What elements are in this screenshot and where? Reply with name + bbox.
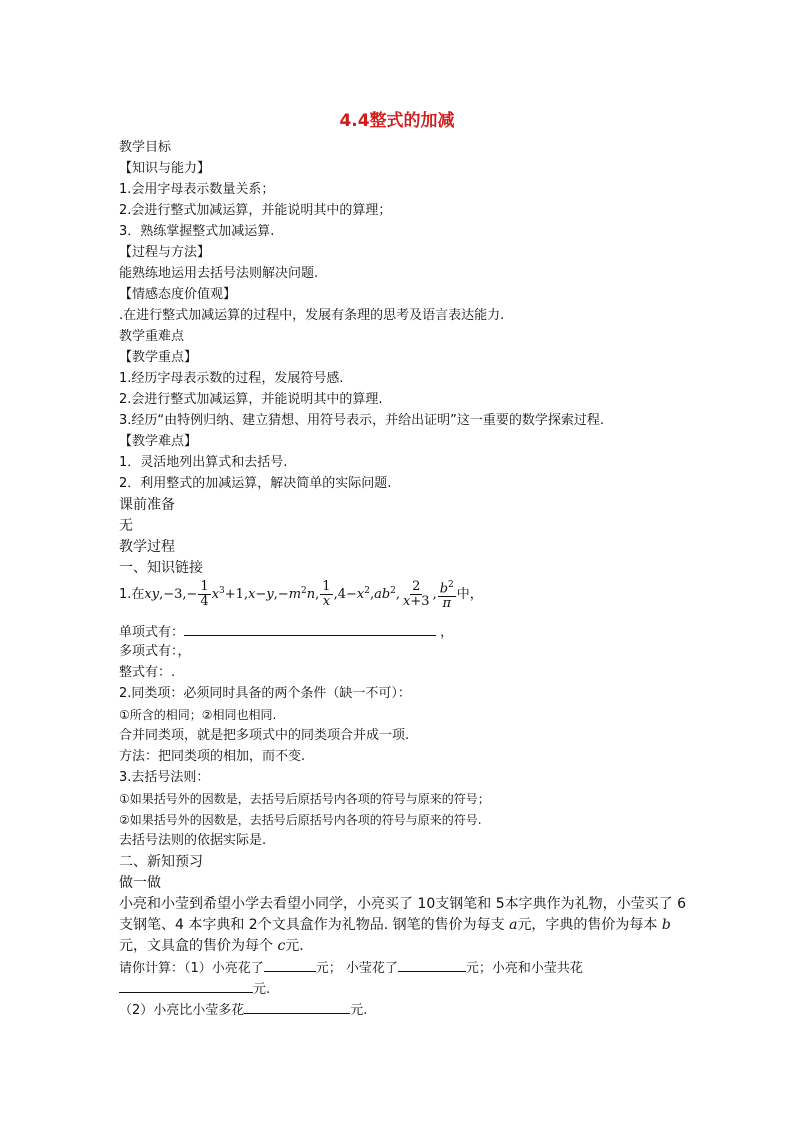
heading-key-difficult: 教学重难点: [119, 329, 185, 344]
heading-procedure: 教学过程: [119, 539, 175, 555]
like-terms-conditions: ①所含的相同；②相同也相同.: [119, 708, 277, 722]
keypoint-item: 3.经历“由特例归纳、建立猜想、用符号表示，并给出证明”这一重要的数学探索过程.: [119, 413, 605, 428]
monomials-label: 单项式有：: [119, 625, 185, 640]
heading-try: 做一做: [119, 875, 161, 891]
calc-line-1-continued: [119, 980, 270, 998]
fraction-one-quarter: $\frac{1}{4}$: [200, 579, 209, 610]
story-line-3a: 元，文具盒的售价为每个: [119, 938, 273, 954]
calc-total-unit: 元.: [253, 982, 271, 997]
story-line-2a: 支钢笔、4 本字典和 2个文具盒作为礼物品. 钢笔的售价为每支: [119, 917, 505, 933]
story-line-3: 元，文具盒的售价为每个 c元.: [119, 938, 304, 954]
keypoint-item: 2.会进行整式加减运算，并能说明其中的算理.: [119, 392, 383, 407]
heading-goals: 教学目标: [119, 140, 172, 155]
like-terms-heading: 2.同类项：必须同时具备的两个条件（缺一不可）：: [119, 686, 411, 701]
process-item: 能熟练地运用去括号法则解决问题.: [119, 266, 319, 281]
fraction-one-over-x: $\frac{1}{x}$: [322, 579, 331, 610]
calc-label-total: 元；小亮和小莹共花: [465, 961, 583, 976]
bracket-rule-1: ①如果括号外的因数是，去括号后原括号内各项的符号与原来的符号；: [119, 792, 490, 806]
expression-suffix: 中，: [456, 587, 483, 603]
heading-prep: 课前准备: [119, 497, 175, 513]
prep-none: 无: [119, 518, 133, 534]
answer-blank-total[interactable]: [119, 980, 253, 993]
answer-blank-difference[interactable]: [244, 1001, 350, 1014]
goal-item: 1.会用字母表示数量关系；: [119, 182, 275, 197]
story-line-2: 支钢笔、4 本字典和 2个文具盒作为礼物品. 钢笔的售价为每支 a元，字典的售价为每本 b: [119, 917, 671, 933]
polynomials-line: 多项式有：，: [119, 644, 191, 659]
bracket-rule-heading: 3.去括号法则：: [119, 770, 210, 785]
expression-prefix: 1.在: [119, 587, 145, 603]
combine-method: 方法：把同类项的相加，而不变.: [119, 749, 306, 764]
heading-keypoints: 【教学重点】: [119, 350, 198, 365]
heading-process: 【过程与方法】: [119, 245, 211, 260]
heading-knowledge: 【知识与能力】: [119, 161, 211, 176]
story-line-2b: 元，字典的售价为每本: [517, 917, 658, 933]
calc-line-1: [119, 959, 583, 977]
answer-blank-xiaoying[interactable]: [398, 959, 466, 972]
monomials-end: ，: [440, 625, 454, 640]
bracket-rule-2: ②如果括号外的因数是，去括号后原括号内各项的符号与原来的符号.: [119, 813, 482, 827]
integral-line: 整式有：.: [119, 665, 176, 680]
fraction-b-squared-over-pi: $\frac{b^2}{\pi}$: [439, 580, 454, 612]
answer-blank-xiaoliang[interactable]: [264, 959, 316, 972]
calc-label-xiaoying: 元； 小莹花了: [315, 961, 398, 976]
calc-difference-unit: 元.: [350, 1003, 368, 1018]
goal-item: 3．熟练掌握整式加减运算.: [119, 224, 275, 239]
difficulty-item: 2．利用整式的加减运算，解决简单的实际问题.: [119, 476, 392, 491]
expression-list: 1.在xy,−3,− $\frac{1}{4}$ $x^3+1,x-y,-m^2n$, $\frac{1}{x}$ $,4-x^2,ab^2$, $\frac{2}{x+3}$ , $\frac{b^2}{\pi}$ 中，: [119, 579, 483, 612]
calc-line-2: [119, 1001, 367, 1019]
fraction-two-over-x-plus-three: $\frac{2}{x+3}$: [403, 579, 430, 610]
bracket-rule-basis: 去括号法则的依据实际是.: [119, 833, 267, 848]
monomials-line: [119, 623, 453, 641]
calc-label-xiaoliang: 请你计算：（1）小亮花了: [119, 961, 264, 976]
heading-knowledge-link: 一、知识链接: [119, 560, 203, 576]
difficulty-item: 1．灵活地列出算式和去括号.: [119, 455, 288, 470]
emotion-item: .在进行整式加减运算的过程中，发展有条理的思考及语言表达能力.: [119, 308, 505, 323]
story-line-3b: 元.: [285, 938, 304, 954]
heading-difficulties: 【教学难点】: [119, 434, 198, 449]
heading-emotion: 【情感态度价值观】: [119, 287, 237, 302]
document-title: 4.4整式的加减: [339, 111, 455, 131]
keypoint-item: 1.经历字母表示数的过程，发展符号感.: [119, 371, 344, 386]
goal-item: 2.会进行整式加减运算，并能说明其中的算理；: [119, 203, 392, 218]
combine-like-terms: 合并同类项，就是把多项式中的同类项合并成一项.: [119, 728, 410, 743]
calc-label-difference: （2）小亮比小莹多花: [119, 1003, 245, 1018]
heading-preview: 二、新知预习: [119, 854, 203, 870]
monomials-blank[interactable]: [184, 623, 436, 636]
story-line-1: 小亮和小莹到希望小学去看望小同学，小亮买了 10支钢笔和 5本字典作为礼物，小莹买了 6: [119, 896, 686, 912]
